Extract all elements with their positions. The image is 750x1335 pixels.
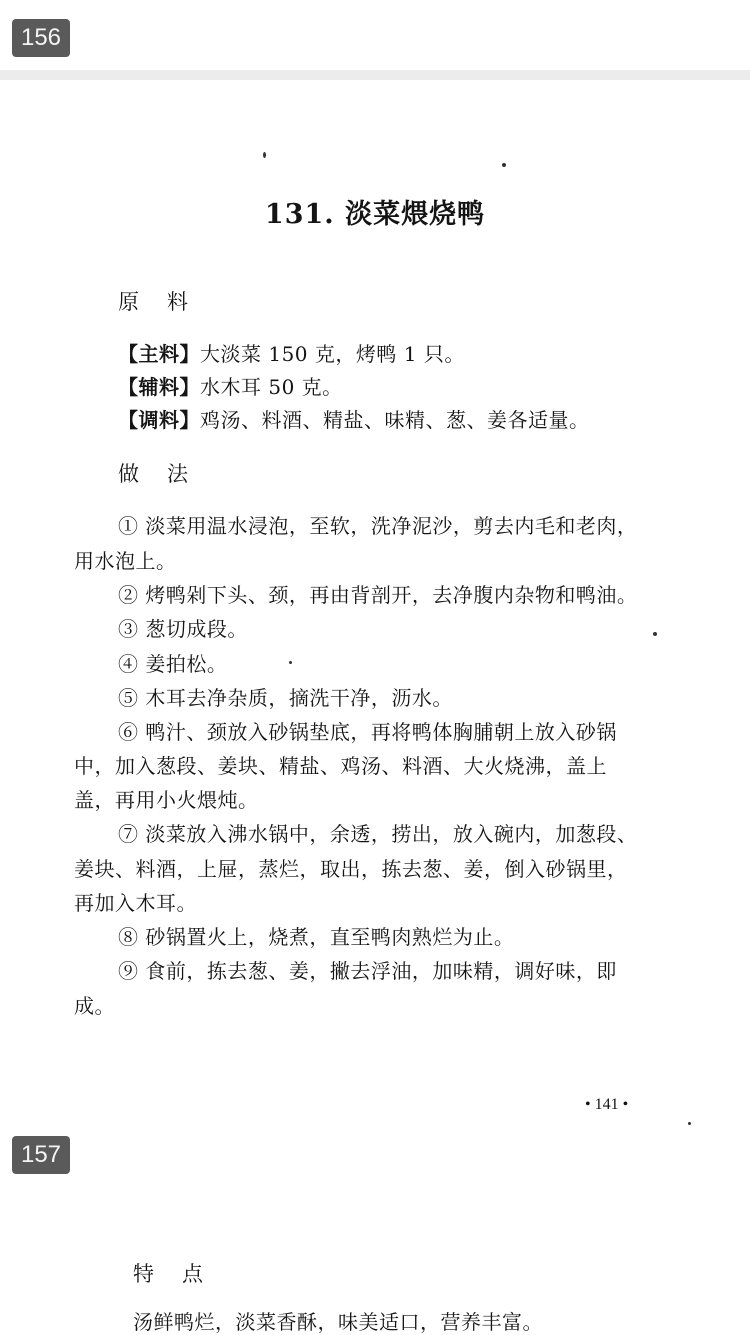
scan-speck (688, 1122, 691, 1125)
method-line: ⑧ 砂锅置火上，烧煮，直至鸭肉熟烂为止。 (118, 925, 515, 949)
method-line: ② 烤鸭剁下头、颈，再由背剖开，去净腹内杂物和鸭油。 (118, 583, 638, 607)
method-line: 再加入木耳。 (74, 891, 197, 915)
method-line: ③ 葱切成段。 (118, 617, 248, 641)
method-line: 中，加入葱段、姜块、精盐、鸡汤、料酒、大火烧沸，盖上 (74, 754, 607, 778)
heading-char: 做 (118, 462, 139, 486)
method-line: ① 淡菜用温水浸泡，至软，洗净泥沙，剪去内毛和老肉， (118, 514, 638, 538)
heading-char: 点 (182, 1262, 203, 1286)
ingredient-auxiliary (118, 371, 343, 400)
heading-char: 特 (133, 1262, 154, 1286)
features-heading (133, 1258, 203, 1288)
heading-char: 原 (118, 290, 139, 314)
scan-speck (502, 163, 506, 167)
page-number-badge-157[interactable]: 157 (12, 1136, 70, 1174)
method-heading (118, 458, 188, 488)
method-line: 姜块、料酒，上屉，蒸烂，取出，拣去葱、姜，倒入砂锅里， (74, 857, 628, 881)
page-separator (0, 70, 750, 80)
method-line: 成。 (74, 994, 115, 1018)
heading-char: 法 (167, 462, 188, 486)
method-line: ⑦ 淡菜放入沸水锅中，余透，捞出，放入碗内，加葱段、 (118, 822, 638, 846)
features-text: 汤鲜鸭烂，淡菜香酥，味美适口，营养丰富。 (133, 1310, 543, 1334)
heading-char: 料 (167, 290, 188, 314)
ingredient-text: 水木耳 50 克。 (200, 375, 343, 399)
ingredients-heading (118, 286, 188, 316)
ingredient-tag: 【调料】 (118, 408, 200, 432)
method-line: ⑨ 食前，拣去葱、姜，撇去浮油，加味精，调好味，即 (118, 959, 617, 983)
ingredient-tag: 【辅料】 (118, 375, 200, 399)
ingredient-text: 大淡菜 150 克，烤鸭 1 只。 (200, 342, 465, 366)
recipe-title: 131. 淡菜煨烧鸭 (264, 199, 486, 230)
scan-speck (653, 632, 657, 636)
ingredient-main (118, 338, 465, 367)
method-line: ④ 姜拍松。 (118, 652, 228, 676)
ingredient-tag: 【主料】 (118, 342, 200, 366)
method-line: ⑥ 鸭汁、颈放入砂锅垫底，再将鸭体胸脯朝上放入砂锅 (118, 720, 617, 744)
scan-speck (263, 152, 266, 158)
ingredient-text: 鸡汤、料酒、精盐、味精、葱、姜各适量。 (200, 408, 590, 432)
ingredient-seasoning (118, 404, 590, 433)
method-line: 盖，再用小火煨炖。 (74, 788, 259, 812)
page-number-badge-156[interactable]: 156 (12, 19, 70, 57)
method-line: ⑤ 木耳去净杂质，摘洗干净，沥水。 (118, 686, 453, 710)
scan-speck (289, 661, 292, 664)
method-line: 用水泡上。 (74, 549, 177, 573)
printed-page-number: • 141 • (585, 1096, 629, 1113)
